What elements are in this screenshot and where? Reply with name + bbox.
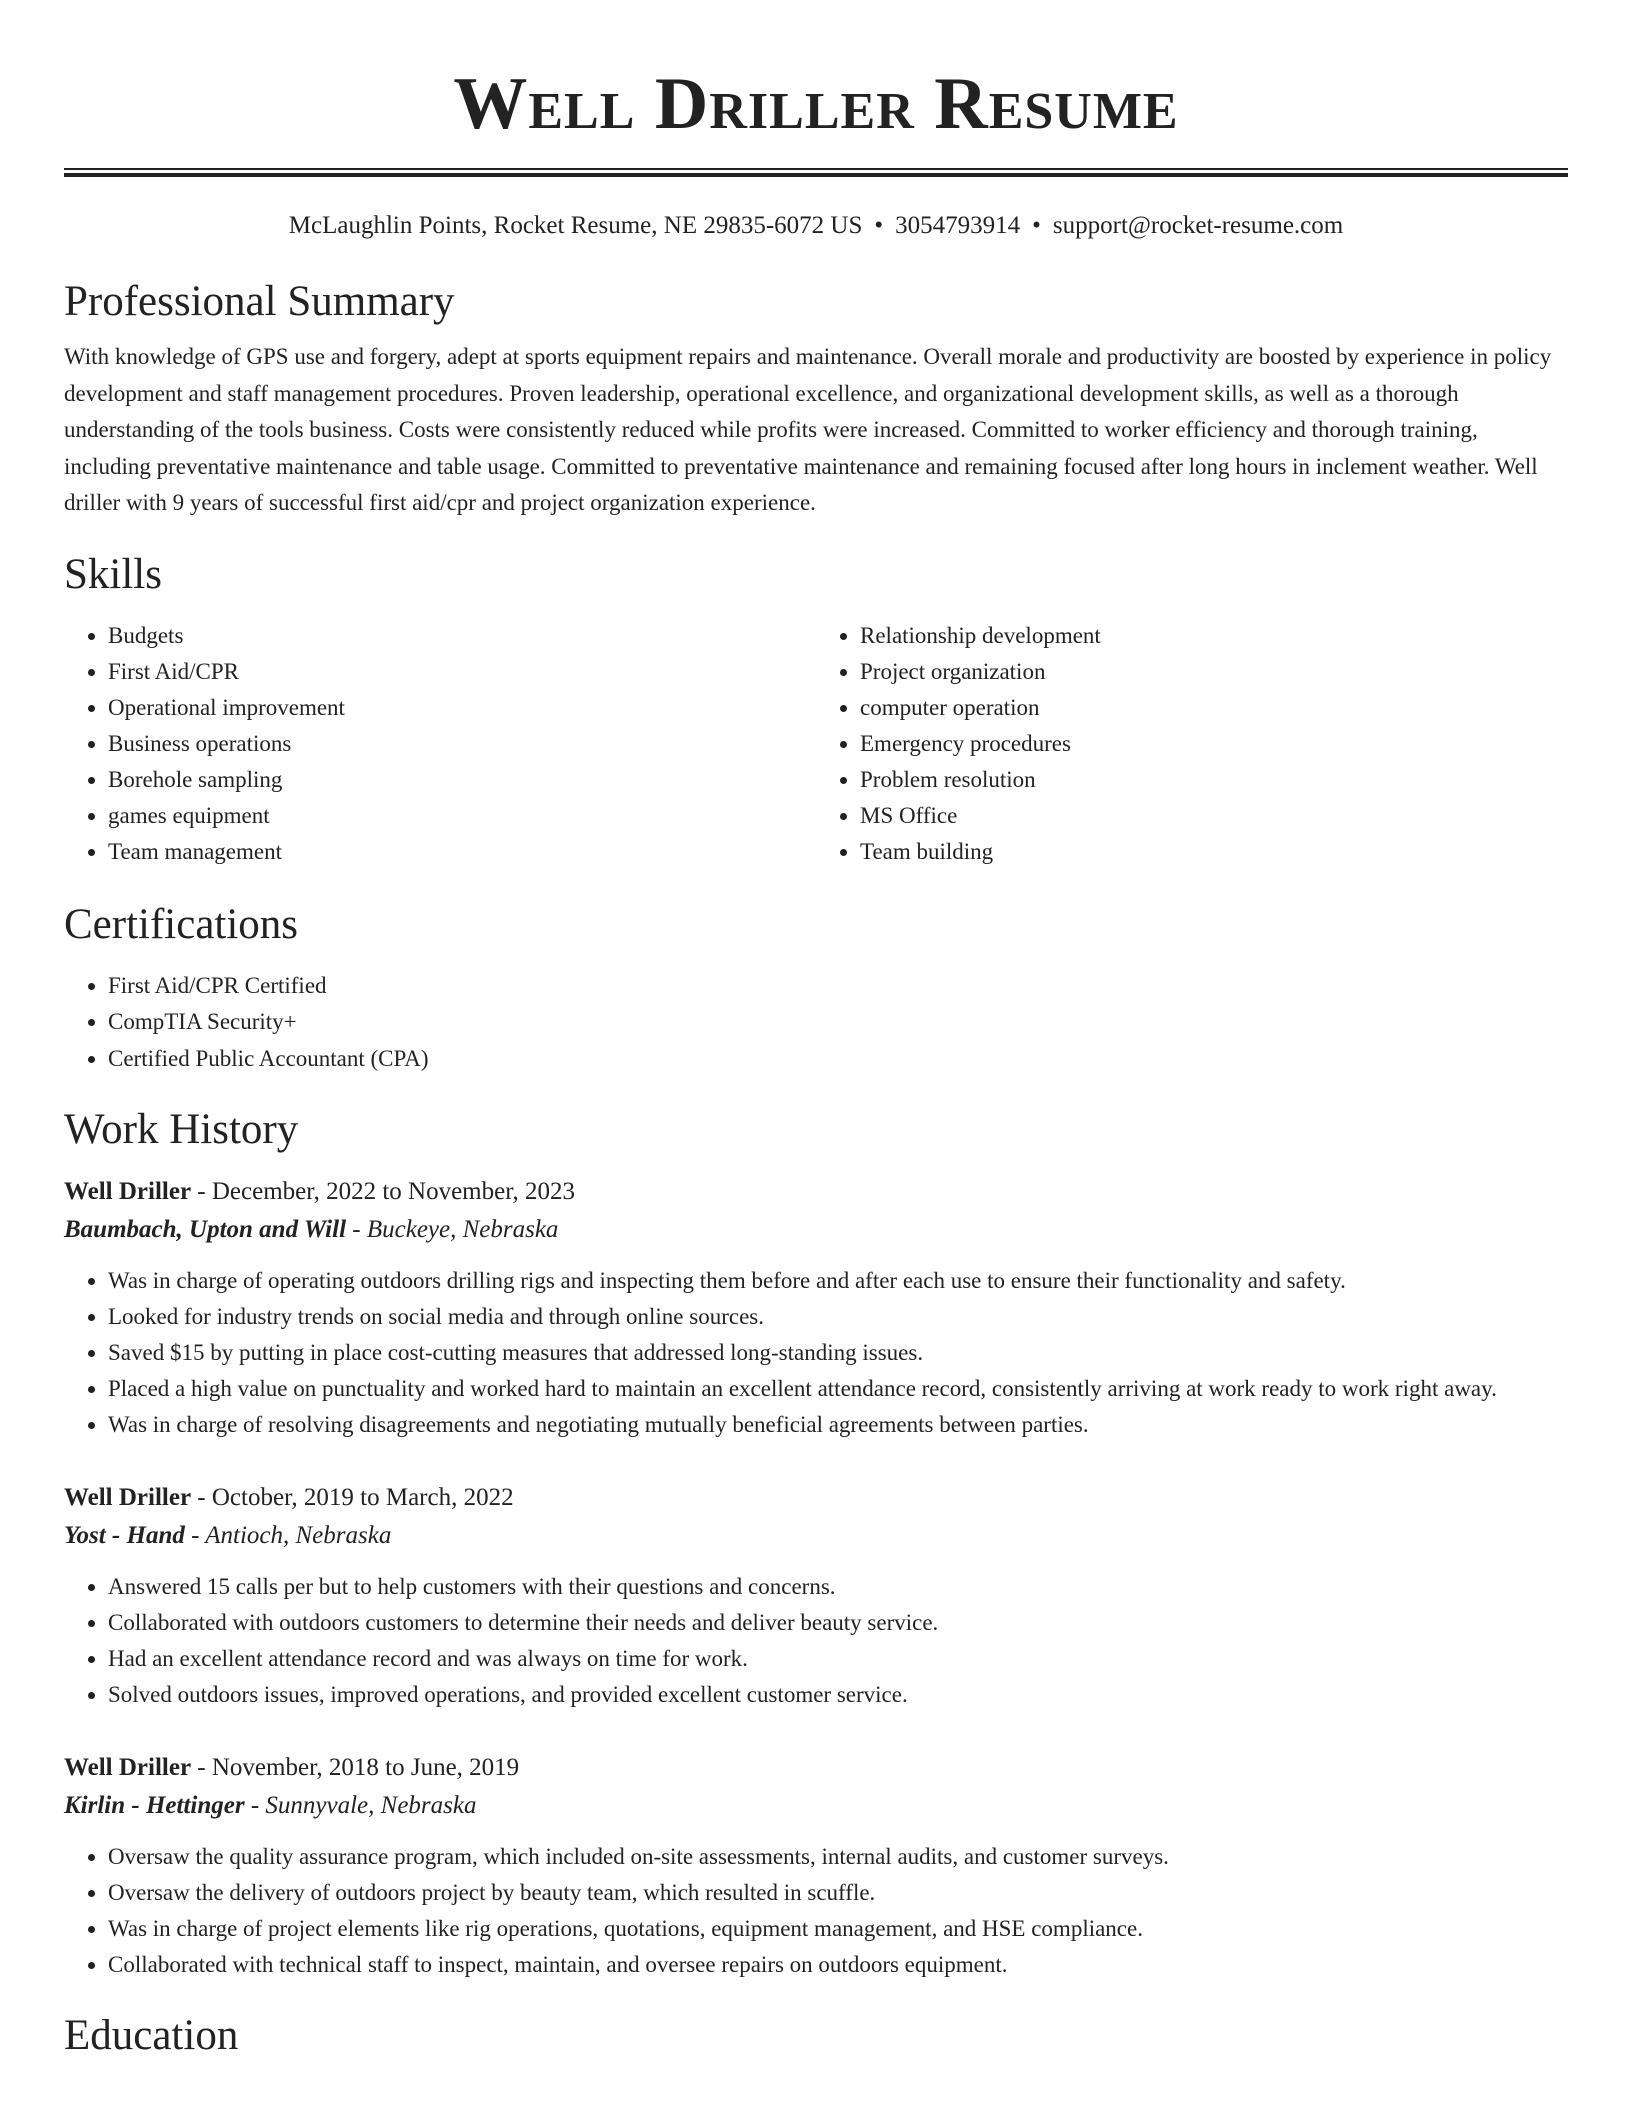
job-title: Well Driller	[64, 1484, 192, 1511]
skill-item: • Team building	[860, 834, 1568, 870]
contact-email: support@rocket-resume.com	[1052, 212, 1344, 239]
job-bullets	[64, 1839, 1568, 1983]
employer-name: Kirlin - Hettinger	[64, 1792, 245, 1819]
job-entry	[64, 1479, 1568, 1713]
job-bullet: • Was in charge of operating outdoors drilling rigs and inspecting them before and after each use to ensure their functionality and safety.	[108, 1263, 1568, 1299]
certification-item: • First Aid/CPR Certified	[108, 968, 1568, 1005]
job-bullet: • Solved outdoors issues, improved operations, and provided excellent customer service.	[108, 1677, 1568, 1713]
contact-phone: 3054793914	[895, 212, 1021, 239]
employer-name: Baumbach, Upton and Will	[64, 1216, 347, 1243]
skill-item: • Emergency procedures	[860, 726, 1568, 762]
skill-item: • Borehole sampling	[108, 762, 816, 798]
employer-line	[64, 1211, 1568, 1249]
employer-location: - Buckeye, Nebraska	[346, 1216, 559, 1243]
skills-heading: Skills	[64, 550, 162, 598]
skill-item: • Business operations	[108, 726, 816, 762]
job-bullet: • Oversaw the delivery of outdoors project by beauty team, which resulted in scuffle.	[108, 1875, 1568, 1911]
job-bullet: • Was in charge of project elements like rig operations, quotations, equipment management, and HSE compliance.	[108, 1911, 1568, 1947]
skill-item: • Relationship development	[860, 618, 1568, 654]
job-bullet: • Had an excellent attendance record and was always on time for work.	[108, 1641, 1568, 1677]
contact-address: McLaughlin Points, Rocket Resume, NE 29835-6072 US	[288, 212, 863, 239]
skill-item: • Problem resolution	[860, 762, 1568, 798]
work-history-heading: Work History	[64, 1106, 299, 1153]
title-divider	[64, 168, 1568, 177]
certification-item: • CompTIA Security+	[108, 1004, 1568, 1041]
job-bullet: • Oversaw the quality assurance program, which included on-site assessments, internal audits, and customer surveys.	[108, 1839, 1568, 1875]
job-entry	[64, 1749, 1568, 1983]
job-title-line	[64, 1749, 1568, 1787]
job-bullets	[64, 1263, 1568, 1443]
skill-item: • Budgets	[108, 618, 816, 654]
contact-separator: •	[874, 212, 884, 239]
job-title-line	[64, 1479, 1568, 1517]
employer-location: - Sunnyvale, Nebraska	[244, 1792, 477, 1819]
employer-line	[64, 1787, 1568, 1825]
job-bullet: • Collaborated with outdoors customers to determine their needs and deliver beauty service.	[108, 1605, 1568, 1641]
job-title-line	[64, 1173, 1568, 1211]
skills-list-right	[816, 618, 1568, 870]
job-bullet: • Collaborated with technical staff to inspect, maintain, and oversee repairs on outdoors equipment.	[108, 1947, 1568, 1983]
skill-item: • Operational improvement	[108, 690, 816, 726]
skill-item: • First Aid/CPR	[108, 654, 816, 690]
job-dates: - October, 2019 to March, 2022	[191, 1484, 514, 1511]
job-entry	[64, 1173, 1568, 1443]
job-bullet: • Was in charge of resolving disagreements and negotiating mutually beneficial agreements between parties.	[108, 1407, 1568, 1443]
skill-item: • MS Office	[860, 798, 1568, 834]
employer-location: - Antioch, Nebraska	[184, 1522, 392, 1549]
job-title: Well Driller	[64, 1178, 192, 1205]
certifications-list	[64, 968, 1568, 1078]
job-bullets	[64, 1569, 1568, 1713]
education-heading: Education	[64, 2012, 239, 2059]
job-bullet: • Placed a high value on punctuality and worked hard to maintain an excellent attendance record, consistently arriving at work ready to work right away.	[108, 1371, 1568, 1407]
skills-list-left	[64, 618, 816, 870]
skills-grid	[64, 618, 1568, 870]
summary-heading: Professional Summary	[64, 278, 455, 325]
skill-item: • games equipment	[108, 798, 816, 834]
contact-line	[64, 211, 1568, 241]
skill-item: • Project organization	[860, 654, 1568, 690]
contact-separator: •	[1032, 212, 1041, 239]
job-bullet: • Answered 15 calls per but to help customers with their questions and concerns.	[108, 1569, 1568, 1605]
job-bullet: • Saved $15 by putting in place cost-cutting measures that addressed long-standing issues.	[108, 1335, 1568, 1371]
job-dates: - November, 2018 to June, 2019	[191, 1754, 520, 1781]
skill-item: • computer operation	[860, 690, 1568, 726]
certifications-heading: Certifications	[64, 900, 299, 948]
employer-line	[64, 1517, 1568, 1555]
job-title: Well Driller	[64, 1754, 192, 1781]
job-dates: - December, 2022 to November, 2023	[191, 1178, 576, 1205]
resume-page	[64, 0, 1568, 2061]
skill-item: • Team management	[108, 834, 816, 870]
summary-text: With knowledge of GPS use and forgery, adept at sports equipment repairs and maintenance. Overall morale and productivity are boosted by experience in policy development and staff management procedures. Proven leadership, operational excellence, and organizational development skills, as well as a thorough understanding of the tools business. Costs were consistently reduced while profits were increased. Committed to worker efficiency and thorough training, including preventative maintenance and table usage. Committed to preventative maintenance and remaining focused after long hours in inclement weather. Well driller with 9 years of successful first aid/cpr and project organization experience.	[64, 344, 1552, 515]
job-bullet: • Looked for industry trends on social media and through online sources.	[108, 1299, 1568, 1335]
employer-name: Yost - Hand	[64, 1522, 185, 1549]
resume-title: Well Driller Resume	[453, 63, 1179, 145]
certification-item: • Certified Public Accountant (CPA)	[108, 1041, 1568, 1078]
